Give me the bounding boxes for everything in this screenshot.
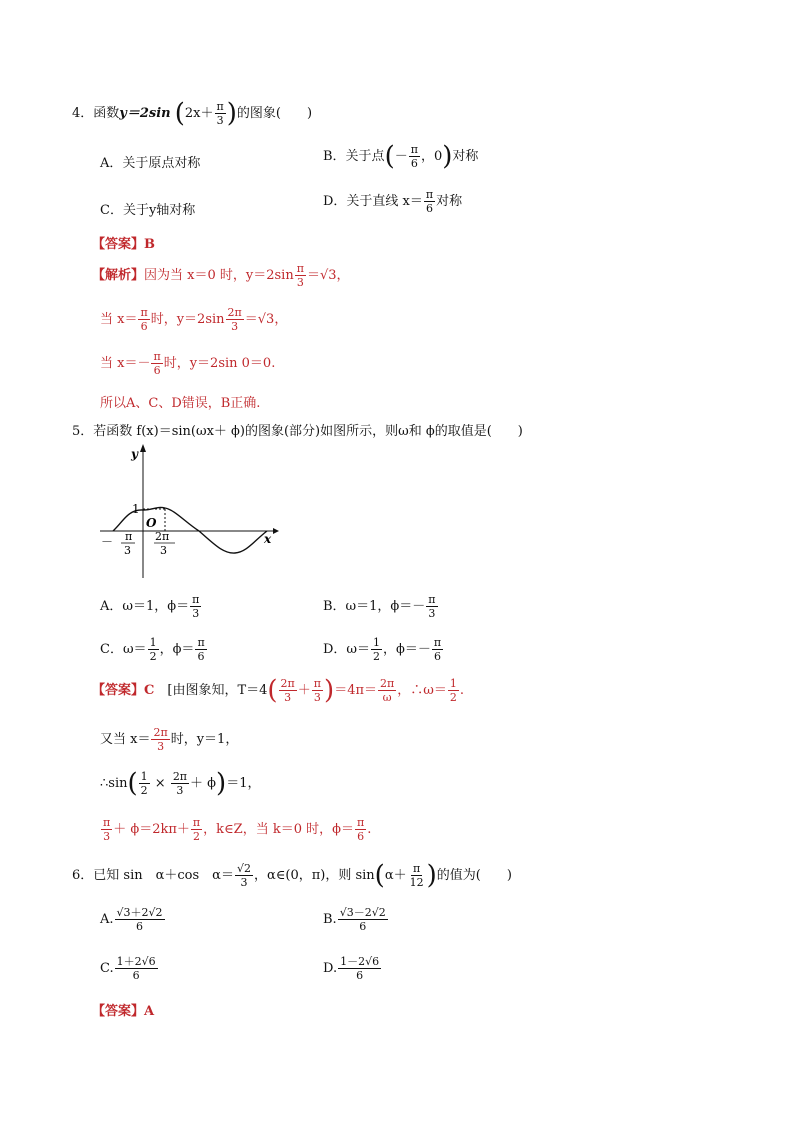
x-axis-arrow	[273, 528, 279, 534]
q4-stem: 4．函数y＝2sin (2x＋ $\frac{\pi}{3}$ )的图象( )	[72, 98, 313, 129]
q4-option-b: B．关于点(－ $\frac{\pi}{6}$ ，0)对称	[323, 141, 479, 172]
twopi-num: 2π	[155, 530, 170, 543]
q5-option-b: B．ω＝1，ϕ＝－ $\frac{\pi}{3}$	[323, 593, 436, 620]
q4-explanation-3: 当 x＝－ $\frac{\pi}{6}$ 时，y＝2sin 0＝0.	[100, 350, 276, 377]
q6-option-b: B. $\frac{√3-2√2}{6}$	[323, 906, 386, 933]
x-axis-label: x	[264, 532, 272, 546]
q5-answer-2: 又当 x＝ $\frac{2\pi}{3}$ 时，y＝1，	[100, 726, 239, 753]
q5-sine-graph	[95, 440, 285, 582]
q4-explanation-4: 所以A、C、D错误，B正确.	[100, 396, 261, 411]
q6-option-c: C. $\frac{1+2√6}{6}$	[100, 955, 156, 982]
q5-option-d: D．ω＝ $\frac{1}{2}$ ，ϕ＝－ $\frac{\pi}{6}$	[323, 636, 442, 663]
q5-answer-4: $\frac{\pi}{3}$ ＋ ϕ＝2kπ＋ $\frac{\pi}{2}$ ，k∈Z，当 k＝0 时，ϕ＝ $\frac{\pi}{6}$ .	[103, 816, 372, 843]
q4-option-d: D．关于直线 x＝ $\frac{\pi}{6}$ 对称	[323, 188, 463, 215]
q5-answer-3: ∴sin( $\frac{1}{2}$ × $\frac{2\pi}{3}$ ＋ ϕ)＝1，	[100, 768, 261, 799]
q4-explanation-1: 【解析】因为当 x＝0 时，y＝2sin $\frac{\pi}{3}$ ＝√3，	[92, 262, 350, 289]
q5-answer-1: 【答案】C [由图象知，T＝4( $\frac{2\pi}{3}$ ＋ $\frac{\pi}{3}$ )＝4π＝ $\frac{2\pi}{\omega}$ ，∴ω＝ $\frac{1}{2}$ .	[92, 675, 464, 706]
q4-explanation-2: 当 x＝ $\frac{\pi}{6}$ 时，y＝2sin $\frac{2\pi}{3}$ ＝√3，	[100, 306, 288, 333]
neg-three: 3	[124, 544, 131, 557]
q6-answer: 【答案】A	[92, 1004, 155, 1019]
q4-option-a: A．关于原点对称	[100, 156, 201, 171]
q5-option-c: C．ω＝ $\frac{1}{2}$ ，ϕ＝ $\frac{\pi}{6}$	[100, 636, 205, 663]
q6-stem: 6．已知 sin α＋cos α＝ $\frac{√2}{3}$ ，α∈(0，π)，则 sin(α＋ $\frac{\pi}{12}$ )的值为( )	[72, 860, 512, 891]
q5-option-a: A．ω＝1，ϕ＝ $\frac{\pi}{3}$	[100, 593, 200, 620]
origin-label: O	[146, 516, 157, 530]
neg-sign: －	[101, 535, 114, 549]
fraction: $\frac{\pi}{3}$	[216, 100, 224, 127]
q6-option-a: A. $\frac{√3+2√2}{6}$	[100, 906, 163, 933]
neg-pi: π	[125, 530, 133, 543]
twopi-den: 3	[160, 544, 167, 557]
y-axis-arrow	[140, 444, 146, 452]
tick-one: 1	[132, 502, 140, 516]
q5-stem: 5．若函数 f(x)＝sin(ωx＋ ϕ)的图象(部分)如图所示，则ω和 ϕ的取值是( )	[72, 424, 523, 439]
q4-option-c: C．关于y轴对称	[100, 203, 196, 218]
y-axis-label: y	[131, 447, 138, 461]
q6-option-d: D. $\frac{1-2√6}{6}$	[323, 955, 380, 982]
q4-answer: 【答案】B	[92, 237, 155, 252]
